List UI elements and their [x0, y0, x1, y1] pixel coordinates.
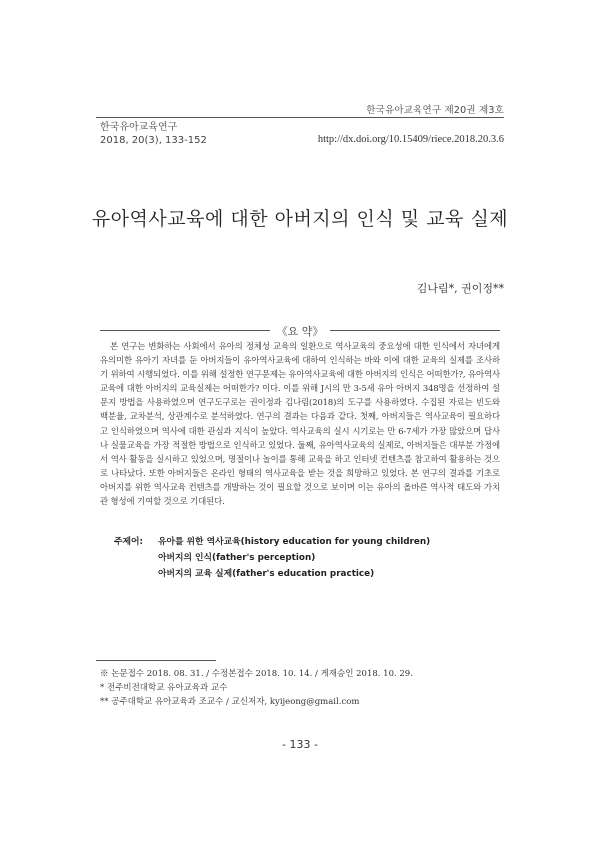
journal-citation: 2018, 20(3), 133-152	[100, 135, 207, 146]
journal-info	[100, 121, 207, 147]
footnote-author-2: ** 공주대학교 유아교육과 조교수 / 교신저자, kyijeong@gmail.com	[100, 697, 360, 707]
keywords	[114, 534, 430, 582]
abstract-rule-right	[330, 330, 500, 331]
page-number: - 133 -	[282, 738, 318, 751]
footnote-dates: ※ 논문접수 2018. 08. 31. / 수정본접수 2018. 10. 14. / 게재승인 2018. 10. 29.	[100, 669, 413, 679]
paper-title: 유아역사교육에 대한 아버지의 인식 및 교육 실제	[91, 208, 509, 230]
footnotes	[100, 667, 413, 709]
footnote-author-1: * 전주비전대학교 유아교육과 교수	[100, 683, 228, 693]
keywords-label: 주제어:	[114, 537, 144, 547]
keyword-item: 아버지의 교육 실제(father's education practice)	[158, 569, 375, 579]
abstract-label: 《요 약》	[276, 325, 324, 338]
keyword-item: 아버지의 인식(father's perception)	[158, 553, 316, 563]
abstract-text: 본 연구는 변화하는 사회에서 유아의 정체성 교육의 일환으로 역사교육의 중요성에 대한 인식에서 자녀에게 유의미한 유아기 자녀를 둔 아버지들이 유아역사교육에 대하여 인식하는 바와 이에 대한 교육의 실제를 조사하기 위하여 시행되었다. 이를 위해 설정한 연구문제는 유아역사교육에 대한 아버지의 인식은 어떠한가?, 유아역사교육에 대한 아버지의 교육실제는 어떠한가? 이다. 이를 위해 J시의 만 3-5세 유아 아버지 348명을 선정하여 설문지 방법을 사용하였으며 연구도구로는 권이정과 김나림(2018)의 도구를 사용하였다. 수집된 자료는 빈도와 백분율, 교차분석, 상관계수로 분석하였다. 연구의 결과는 다음과 같다. 첫째, 아버지들은 역사교육이 필요하다고 인식하였으며 역사에 대한 관심과 지식이 높았다. 역사교육의 실시 시기로는 만 6-7세가 가장 많았으며 답사나 실물교육을 가장 적절한 방법으로 인식하고 있었다. 둘째, 유아역사교육의 실제로, 아버지들은 대부분 가정에서 역사 활동을 실시하고 있었으며, 명절이나 놀이를 통해 교육을 하고 인터넷 컨텐츠를 참고하여 활용하는 것으로 나타났다. 또한 아버지들은 온라인 형태의 역사교육을 받는 것을 희망하고 있었다. 본 연구의 결과를 기초로 아버지를 위한 역사교육 컨텐츠를 개발하는 것이 필요할 것으로 보이며 이는 유아의 올바른 역사적 태도와 가치관 형성에 기여할 것으로 기대된다.	[100, 341, 500, 507]
keyword-item: 유아를 위한 역사교육(history education for young children)	[158, 537, 431, 547]
doi-link[interactable]: http://dx.doi.org/10.15409/riece.2018.20.3.6	[317, 134, 504, 145]
journal-name: 한국유아교육연구	[100, 122, 178, 133]
footnote-rule	[96, 660, 216, 661]
authors: 김나림*, 권이정**	[416, 282, 504, 295]
abstract-heading	[100, 323, 500, 337]
running-head: 한국유아교육연구 제20권 제3호	[366, 105, 504, 116]
header-rule	[96, 117, 504, 118]
